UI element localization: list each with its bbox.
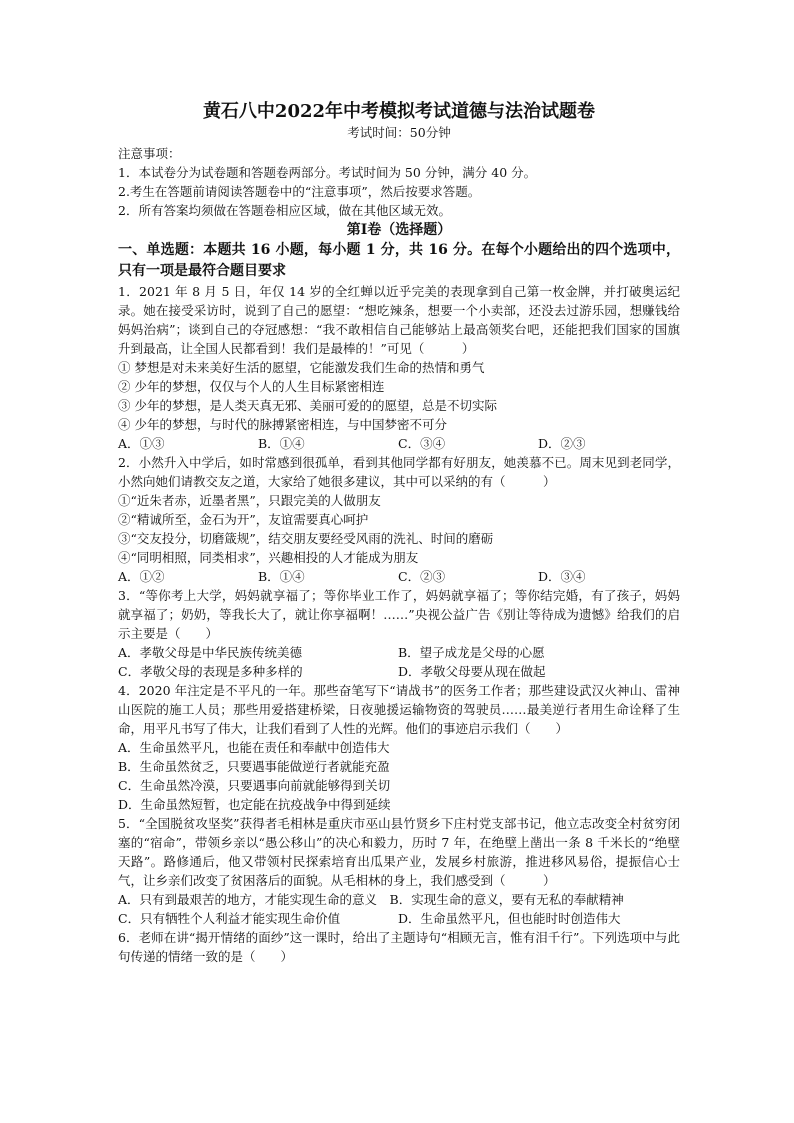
notice-item: 2．所有答案均须做在答题卷相应区域，做在其他区域无效。 xyxy=(118,203,451,218)
option-d: D．②③ xyxy=(538,436,586,451)
answer-options xyxy=(118,662,680,681)
option-d: D．孝敬父母要从现在做起 xyxy=(398,664,546,679)
question-statement: ② 少年的梦想，仅仅与个人的人生目标紧密相连 xyxy=(118,379,385,394)
question-statement: ③ 少年的梦想，是人类天真无邪、美丽可爱的的愿望，总是不切实际 xyxy=(118,398,497,413)
question-statement: ④“同明相照，同类相求”，兴趣相投的人才能成为朋友 xyxy=(118,550,419,565)
question-stem: 1．2021 年 8 月 5 日，年仅 14 岁的全红蝉以近乎完美的表现拿到自己第一枚金牌，并打破奥运纪录。她在接受采访时，说到了自己的愿望：“想吃辣条，想要一个小卖部，还没去过游乐园，想赚钱给妈妈治病”；谈到自己的夺冠感想：“我不敢相信自己能够站上最高领奖台吧，还能把我们国家的国旗升到最高，让全国人民都看到！我们是最棒的！”可见（ ） xyxy=(118,284,680,356)
option-b: B．①④ xyxy=(258,569,305,584)
question-statement: ① 梦想是对未来美好生活的愿望，它能激发我们生命的热情和勇气 xyxy=(118,360,485,375)
option-c: C．孝敬父母的表现是多种多样的 xyxy=(118,664,303,679)
answer-options xyxy=(118,643,680,662)
option-d: D．生命虽然平凡，但也能时时创造伟大 xyxy=(398,911,621,926)
answer-options xyxy=(118,890,680,909)
exam-time: 考试时间：50分钟 xyxy=(347,125,451,140)
option-b: B．①④ xyxy=(258,436,305,451)
question-2 xyxy=(118,453,680,586)
question-3 xyxy=(118,586,680,681)
option-c: C．③④ xyxy=(398,436,446,451)
option-c: C．②③ xyxy=(398,569,446,584)
option-a: A．①③ xyxy=(118,436,165,451)
option-d: D．③④ xyxy=(538,569,586,584)
notice-block xyxy=(118,144,680,220)
option-b: B．实现生命的意义，要有无私的奉献精神 xyxy=(389,892,624,907)
question-5 xyxy=(118,814,680,928)
question-statement: ②“精诚所至，金石为开”，友谊需要真心呵护 xyxy=(118,512,369,527)
question-stem: 6．老师在讲“揭开情绪的面纱”这一课时，给出了主题诗句“相顾无言，惟有泪千行”。下列选项中与此句传递的情绪一致的是（ ） xyxy=(118,930,680,964)
answer-options xyxy=(118,434,680,453)
notice-item: 1．本试卷分为试卷题和答题卷两部分。考试时间为 50 分钟，满分 40 分。 xyxy=(118,165,537,180)
option-b: B．望子成龙是父母的心愿 xyxy=(398,645,545,660)
answer-options xyxy=(118,909,680,928)
option-c: C．只有牺牲个人利益才能实现生命价值 xyxy=(118,911,341,926)
notice-item: 2.考生在答题前请阅读答题卷中的“注意事项”，然后按要求答题。 xyxy=(118,184,481,199)
question-stem: 5．“全国脱贫攻坚奖”获得者毛相林是重庆市巫山县竹贤乡下庄村党支部书记，他立志改变全村贫穷闭塞的“宿命”，带领乡亲以“愚公移山”的决心和毅力，历时 7 年，在绝壁上凿出一条 8 千米长的“绝壁天路”。路修通后，他又带领村民探索培育出瓜果产业，发展乡村旅游，推进移风易俗，提振信心士气，让乡亲们改变了贫困落后的面貌。从毛相林的身上，我们感受到（ ） xyxy=(118,816,680,888)
option-a: A．①② xyxy=(118,569,165,584)
section-instruction: 一、单选题：本题共 16 小题，每小题 1 分，共 16 分。在每个小题给出的四个选项中，只有一项是最符合题目要求 xyxy=(118,242,680,279)
question-statement: ③“交友投分，切磨箴规”，结交朋友要经受风雨的洗礼、时间的磨砺 xyxy=(118,531,494,546)
exam-content xyxy=(118,100,680,966)
question-stem: 3．“等你考上大学，妈妈就享福了；等你毕业工作了，妈妈就享福了；等你结完婚，有了孩子，妈妈就享福了；奶奶，等我长大了，就让你享福啊！……”央视公益广告《别让等待成为遗憾》给我们的启示主要是（ ） xyxy=(118,588,680,641)
question-6 xyxy=(118,928,680,966)
question-statement: ④ 少年的梦想，与时代的脉搏紧密相连，与中国梦密不可分 xyxy=(118,417,447,432)
question-stem: 4．2020 年注定是不平凡的一年。那些奋笔写下“请战书”的医务工作者；那些建设武汉火神山、雷神山医院的施工人员；那些用爱搭建桥梁，日夜驰援运输物资的驾驶员……最美逆行者用生命诠释了生命，用平凡书写了伟大，让我们看到了人性的光辉。他们的事迹启示我们（ ） xyxy=(118,683,680,736)
option-c: C．生命虽然冷漠，只要遇事向前就能够得到关切 xyxy=(118,778,391,793)
question-statement: ①“近朱者赤，近墨者黑”，只跟完美的人做朋友 xyxy=(118,493,381,508)
option-a: A．孝敬父母是中华民族传统美德 xyxy=(118,645,303,660)
option-d: D．生命虽然短暂，也定能在抗疫战争中得到延续 xyxy=(118,797,391,812)
answer-options xyxy=(118,567,680,586)
question-4 xyxy=(118,681,680,814)
question-1 xyxy=(118,282,680,453)
option-a: A．生命虽然平凡，也能在责任和奉献中创造伟大 xyxy=(118,740,390,755)
exam-title: 黄石八中2022年中考模拟考试道德与法治试题卷 xyxy=(202,101,596,122)
question-stem: 2．小然升入中学后，如时常感到很孤单，看到其他同学都有好朋友，她羡慕不已。周末见到老同学，小然向她们请教交友之道，大家给了她很多建议，其中可以采纳的有（ ） xyxy=(118,455,680,489)
option-a: A．只有到最艰苦的地方，才能实现生命的意义 xyxy=(118,892,378,907)
section-title: 第Ⅰ卷（选择题） xyxy=(346,222,452,238)
option-b: B．生命虽然贫乏，只要遇事能做逆行者就能充盈 xyxy=(118,759,390,774)
notice-heading: 注意事项： xyxy=(118,146,181,161)
